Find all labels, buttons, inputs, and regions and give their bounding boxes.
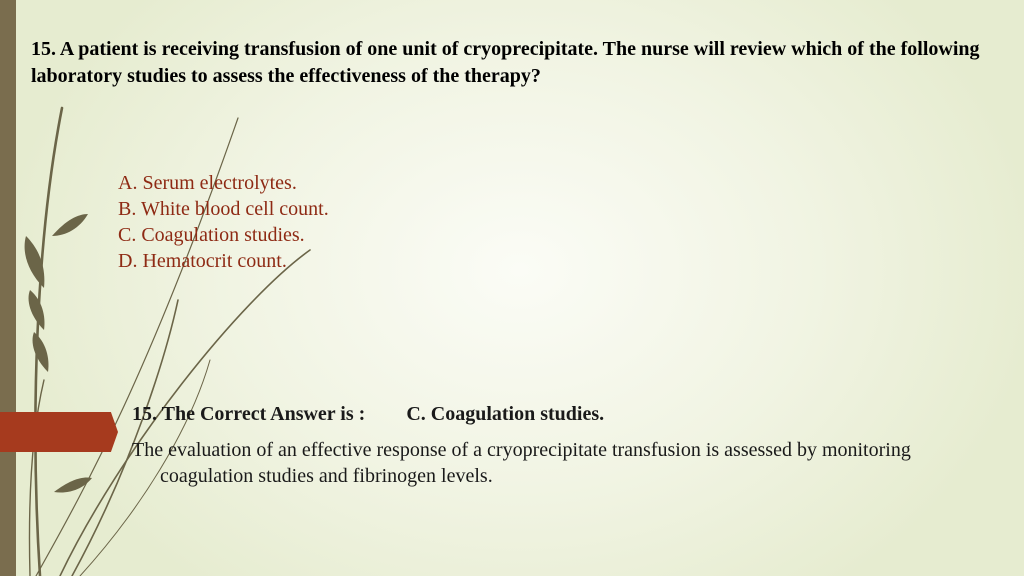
answer-section: [132, 401, 972, 489]
leaf-4: [52, 214, 88, 236]
answer-explanation: The evaluation of an effective response of a cryoprecipitate transfusion is assessed by monitoring coagulation studies and fibrinogen levels.: [132, 439, 911, 487]
option-b: B. White blood cell count.: [118, 198, 329, 220]
leaf-6: [54, 478, 92, 493]
option-c: C. Coagulation studies.: [118, 224, 305, 246]
question-text: 15. A patient is receiving transfusion of one unit of cryoprecipitate. The nurse will review which of the following laboratory studies to assess the effectiveness of the therapy?: [31, 38, 980, 87]
option-a: A. Serum electrolytes.: [118, 172, 297, 194]
leaf-2: [29, 290, 45, 330]
option-d: D. Hematocrit count.: [118, 250, 287, 272]
leaf-1: [25, 236, 45, 288]
leaf-3: [33, 332, 49, 372]
correct-answer-heading: 15. The Correct Answer is :: [132, 403, 366, 425]
correct-answer-line: [132, 401, 972, 427]
answer-options-list: [118, 170, 329, 274]
accent-tab: [0, 412, 118, 452]
correct-answer-choice: C. Coagulation studies.: [406, 403, 605, 425]
